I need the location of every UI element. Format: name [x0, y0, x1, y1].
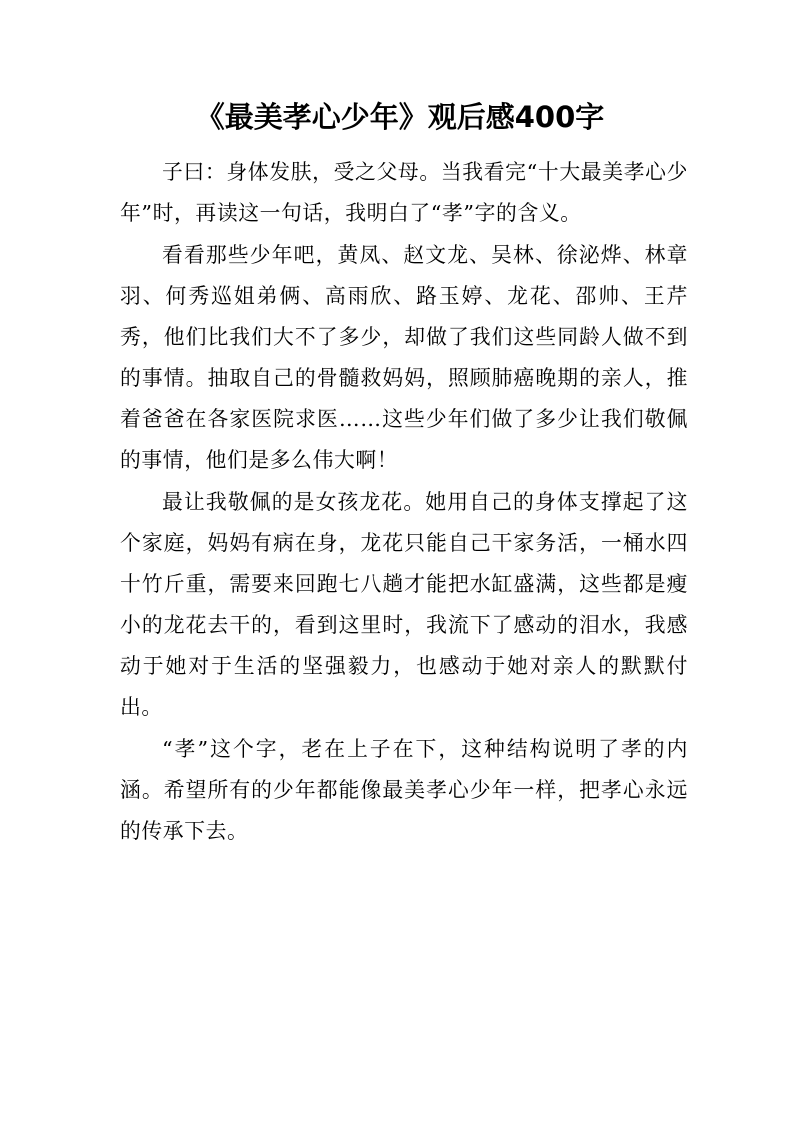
paragraph-2: 看看那些少年吧，黄凤、赵文龙、吴林、徐泌烨、林章羽、何秀巡姐弟俩、高雨欣、路玉婷、龙花、邵帅、王芹秀，他们比我们大不了多少，却做了我们这些同龄人做不到的事情。抽取自己的骨髓救妈妈，照顾肺癌晚期的亲人，推着爸爸在各家医院求医……这些少年们做了多少让我们敬佩的事情，他们是多么伟大啊！: [120, 243, 688, 472]
paragraph-1: 子曰：身体发肤，受之父母。当我看完“十大最美孝心少年”时，再读这一句话，我明白了“孝”字的含义。: [120, 160, 688, 225]
document-body: [120, 152, 688, 852]
paragraph-3: 最让我敬佩的是女孩龙花。她用自己的身体支撑起了这个家庭，妈妈有病在身，龙花只能自己干家务活，一桶水四十竹斤重，需要来回跑七八趟才能把水缸盛满，这些都是瘦小的龙花去干的，看到这里时，我流下了感动的泪水，我感动于她对于生活的坚强毅力，也感动于她对亲人的默默付出。: [120, 490, 688, 719]
document-title: 《最美孝心少年》观后感400字: [195, 100, 605, 134]
paragraph-4: “孝”这个字，老在上子在下，这种结构说明了孝的内涵。希望所有的少年都能像最美孝心少年一样，把孝心永远的传承下去。: [120, 737, 688, 843]
